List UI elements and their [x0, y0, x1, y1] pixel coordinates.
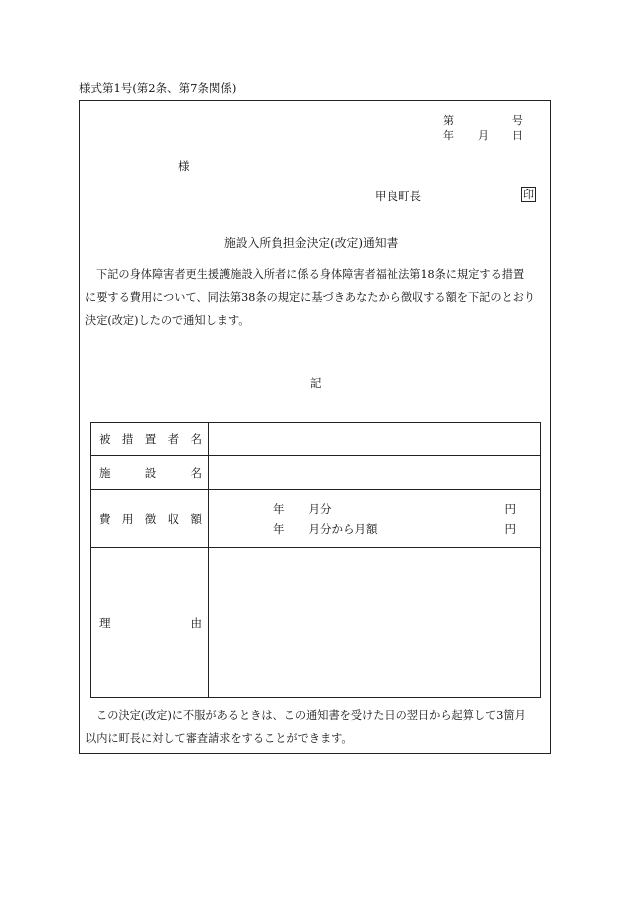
body-line-3: 決定(改定)したので通知します。 [85, 314, 250, 327]
seal-mark: 印 [523, 188, 534, 201]
body-line-2: に要する費用について、同法第38条の規定に基づきあなたから徴収する額を下記のとおり [85, 291, 536, 304]
value-recipient-name[interactable] [209, 423, 541, 456]
label-facility-name: 施 設 名 [91, 456, 209, 490]
number-dai: 第 [443, 114, 454, 127]
date-day: 日 [512, 129, 523, 142]
fee-line-1: 年 月分 円 [273, 501, 516, 516]
row-reason [91, 548, 541, 698]
footer-line-1: この決定(改定)に不服があるときは、この通知書を受けた日の翌日から起算して3箇月 [96, 709, 526, 722]
label-reason: 理 由 [91, 548, 209, 698]
issuer-name: 甲良町長 [375, 189, 421, 203]
number-go: 号 [512, 114, 523, 127]
row-fee [91, 490, 541, 548]
form-number-label: 様式第1号(第2条、第7条関係) [79, 81, 237, 95]
footer-line-2: 以内に町長に対して審査請求をすることができます。 [85, 732, 353, 745]
label-recipient-name: 被 措 置 者 名 [91, 423, 209, 456]
label-fee-amount: 費 用 徴 収 額 [91, 490, 209, 548]
date-month: 月 [478, 129, 489, 142]
row-facility [91, 456, 541, 490]
document-title: 施設入所負担金決定(改定)通知書 [224, 236, 399, 250]
row-recipient [91, 423, 541, 456]
date-year: 年 [443, 129, 454, 142]
ki-label: 記 [310, 376, 322, 390]
value-facility-name[interactable] [209, 456, 541, 490]
fee-line-2: 年 月分から月額 円 [273, 521, 516, 536]
value-reason[interactable] [209, 548, 541, 698]
addressee-sama: 様 [178, 159, 190, 173]
body-line-1: 下記の身体障害者更生援護施設入所者に係る身体障害者福祉法第18条に規定する措置 [96, 268, 525, 281]
value-fee-amount[interactable] [209, 490, 541, 548]
record-table [90, 422, 541, 698]
